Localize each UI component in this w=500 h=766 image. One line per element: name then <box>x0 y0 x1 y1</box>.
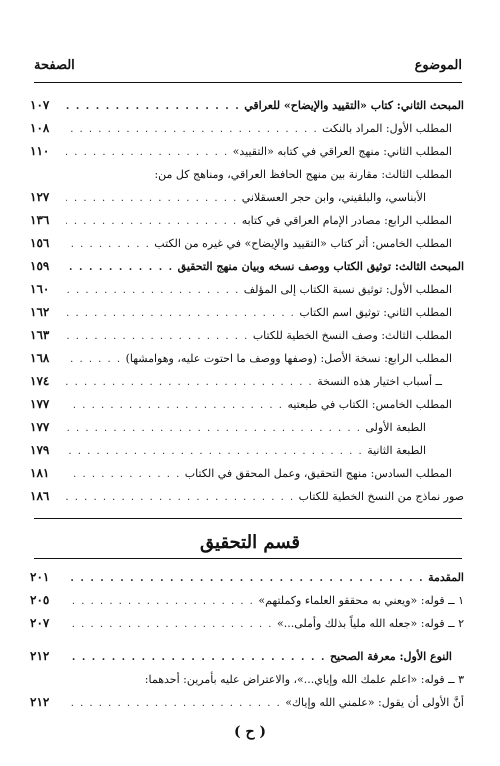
dot-leader <box>66 233 150 255</box>
dot-leader <box>66 440 363 462</box>
toc-entry-title: المقدمة <box>428 571 464 584</box>
toc-entry-title: المطلب الخامس: الكتاب في طبعتيه <box>287 398 452 411</box>
toc-entry <box>30 186 464 209</box>
dot-leader <box>66 613 273 635</box>
toc-entry <box>30 691 464 714</box>
toc-entry-page: ٢٠٥ <box>30 593 50 607</box>
toc-entry-page: ٢١٢ <box>30 695 50 709</box>
toc-entry-page: ١٧٤ <box>30 374 50 388</box>
toc-entry-title: ٣ ــ قوله: «اعلم علمك الله وإياي...»، والاعتراض عليه بأمرين: أحدهما: <box>144 673 464 686</box>
toc-entry <box>30 324 464 347</box>
dot-leader <box>66 371 313 393</box>
toc-entry <box>30 347 464 370</box>
dot-leader <box>66 417 361 439</box>
toc-entry-page: ١٦٣ <box>30 328 50 342</box>
section-title: قسم التحقيق <box>200 532 300 553</box>
toc-entry-page: ١٥٦ <box>30 236 50 250</box>
toc-entry <box>30 645 464 668</box>
toc-entry <box>30 612 464 635</box>
toc-entry <box>30 301 464 324</box>
toc-entry <box>30 439 464 462</box>
toc-entry-title: أنَّ الأولى أن يقول: «علمني الله وإياك» <box>285 696 464 709</box>
toc-entry-title: ١ ــ قوله: «ويعني به محققو العلماء وكملتهم» <box>258 594 464 607</box>
dot-leader <box>66 118 318 140</box>
toc-entry <box>30 416 464 439</box>
toc-entry-page: ١١٠ <box>30 144 50 158</box>
page-folio: ( ح ) <box>233 724 267 740</box>
header-rule <box>34 82 462 83</box>
toc-entry-title: المطلب الأول: المراد بالنكت <box>322 122 452 135</box>
toc-entry-page: ١٢٧ <box>30 190 50 204</box>
toc-entry <box>30 393 464 416</box>
toc-entry-title: المبحث الثاني: كتاب «التقييد والإيضاح» للعراقي <box>244 99 464 112</box>
toc-entry-title: المطلب الأول: توثيق نسبة الكتاب إلى المؤلف <box>243 283 452 296</box>
toc-entry <box>30 232 464 255</box>
toc-entry-page: ١٣٦ <box>30 213 50 227</box>
toc-entry-page: ١٨٦ <box>30 489 50 503</box>
toc-entry-page: ١٠٧ <box>30 98 50 112</box>
dot-leader <box>66 394 283 416</box>
toc-header <box>34 58 462 73</box>
toc-entry-page: ٢٠١ <box>30 570 50 584</box>
toc-entry <box>30 94 464 117</box>
toc-entry <box>30 209 464 232</box>
toc-entry-title: ٢ ــ قوله: «جعله الله ملياً بذلك وأملى...» <box>276 617 464 630</box>
toc-end-rule <box>34 518 462 519</box>
toc-entry-title: المطلب السادس: منهج التحقيق، وعمل المحقق في الكتاب <box>184 467 452 480</box>
toc-entry <box>30 566 464 589</box>
toc-entry <box>30 485 464 508</box>
toc-entry-page: ١٥٩ <box>30 259 50 273</box>
dot-leader <box>66 141 229 163</box>
toc-entry <box>30 370 464 393</box>
dot-leader <box>66 590 254 612</box>
dot-leader <box>66 567 424 589</box>
toc-entry-page: ١٦٠ <box>30 282 50 296</box>
toc-entry <box>30 255 464 278</box>
dot-leader <box>66 95 240 117</box>
dot-leader <box>66 210 238 232</box>
toc-entry-title: المطلب الثالث: مقارنة بين منهج الحافظ العراقي، ومناهج كل من: <box>154 168 452 181</box>
toc-entry-title: صور نماذج من النسخ الخطية للكتاب <box>298 490 464 503</box>
toc-entry <box>30 278 464 301</box>
toc-entry-page: ١٧٧ <box>30 420 50 434</box>
toc-entry-page: ١٠٨ <box>30 121 50 135</box>
page-column-label: الصفحة <box>34 58 75 73</box>
toc-entry-page: ١٧٧ <box>30 397 50 411</box>
toc-list-secondary <box>30 566 464 714</box>
topic-column-label: الموضوع <box>414 58 462 73</box>
dot-leader <box>66 325 249 347</box>
toc-entry-page: ١٦٢ <box>30 305 50 319</box>
toc-entry-page: ١٨١ <box>30 466 50 480</box>
toc-entry-title: المطلب الثاني: توثيق اسم الكتاب <box>299 306 452 319</box>
toc-entry-title: المطلب الرابع: نسخة الأصل: (وصفها ووصف ما احتوت عليه، وهوامشها) <box>125 352 452 365</box>
toc-entry-title: المبحث الثالث: توثيق الكتاب ووصف نسخه وبيان منهج التحقيق <box>177 260 464 273</box>
toc-entry <box>30 462 464 485</box>
dot-leader <box>66 646 326 668</box>
dot-leader <box>66 187 238 209</box>
toc-list <box>30 94 464 508</box>
dot-leader <box>66 463 181 485</box>
toc-entry-title: الأبناسي، والبلقيني، وابن حجر العسقلاني <box>241 191 426 204</box>
dot-leader <box>66 486 295 508</box>
toc-entry <box>30 589 464 612</box>
toc-entry <box>30 668 464 691</box>
dot-leader <box>66 279 240 301</box>
toc-entry-title: النوع الأول: معرفة الصحيح <box>329 650 452 663</box>
toc-entry <box>30 163 464 186</box>
toc-entry-title: المطلب الثالث: وصف النسخ الخطية للكتاب <box>252 329 452 342</box>
toc-entry-page: ٢٠٧ <box>30 616 50 630</box>
toc-entry <box>30 140 464 163</box>
toc-entry-title: المطلب الثاني: منهج العراقي في كتابه «التقييد» <box>232 145 452 158</box>
dot-leader <box>66 692 281 714</box>
toc-entry-title: المطلب الرابع: مصادر الإمام العراقي في كتابه <box>241 214 452 227</box>
dot-leader <box>66 302 295 324</box>
toc-entry-page: ٢١٢ <box>30 649 50 663</box>
toc-entry-page: ١٧٩ <box>30 443 50 457</box>
toc-entry-page: ١٦٨ <box>30 351 50 365</box>
dot-leader <box>66 348 122 370</box>
toc-entry-title: المطلب الخامس: أثر كتاب «التقييد والإيضاح» في غيره من الكتب <box>154 237 452 250</box>
toc-entry-title: الطبعة الأولى <box>365 421 426 434</box>
dot-leader <box>66 256 174 278</box>
toc-entry-title: ــ أسباب اختيار هذه النسخة <box>317 375 442 388</box>
section-rule <box>34 558 462 559</box>
toc-entry-title: الطبعة الثانية <box>367 444 426 457</box>
toc-entry <box>30 117 464 140</box>
